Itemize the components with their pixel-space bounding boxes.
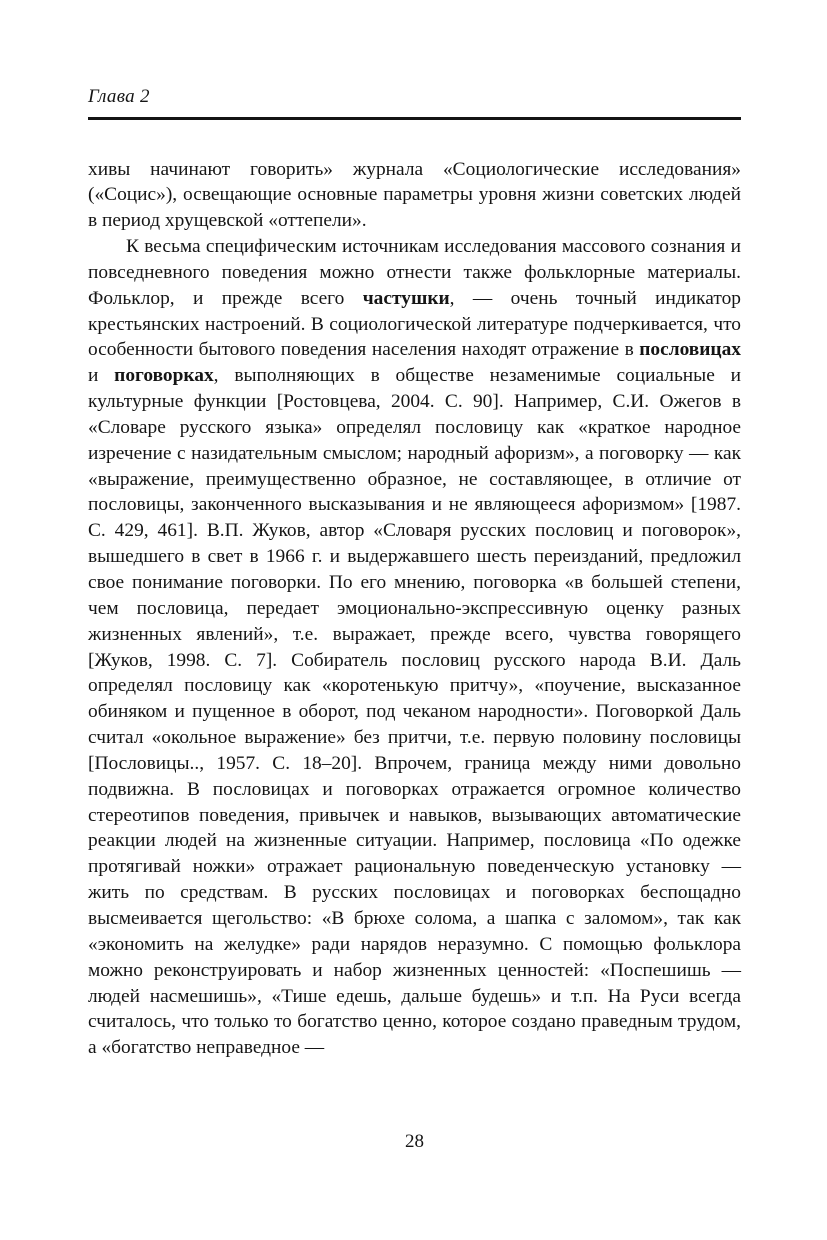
text-run: , выполняющих в обществе незаменимые социальные и культурные функции [Ростовцева, 2004. С. 90]. Например, С.И. Ожегов в «Словаре русского языка» определял пословицу как «краткое народное изречение с назидательным смыслом; народный афоризм», а поговорку — как «выражение, преимущественно образное, не составляющее, в отличие от пословицы, законченного высказывания и не являющееся афоризмом» [1987. С. 429, 461]. В.П. Жуков, автор «Словаря русских пословиц и поговорок», вышедшего в свет в 1966 г. и выдержавшего шесть переизданий, предложил свое понимание поговорки. По его мнению, поговорка «в большей степени, чем пословица, передает эмоционально-экспрессивную оценку разных жизненных явлений», т.е. выражает, прежде всего, чувства говорящего [Жуков, 1998. С. 7]. Собиратель пословиц русского народа В.И. Даль определял пословицу как «коротенькую притчу», «поучение, высказанное обиняком и пущенное в оборот, под чеканом народности». Поговоркой Даль считал «окольное выражение» без притчи, т.е. первую половину пословицы [Пословицы.., 1957. С. 18–20]. Впрочем, граница между ними довольно подвижна. В пословицах и поговорках отражается огромное количество стереотипов поведения, привычек и навыков, вызывающих автоматические реакции людей на жизненные ситуации. Например, пословица «По одежке протягивай ножки» отражает рациональную поведенческую установку — жить по средствам. В русских пословицах и поговорках беспощадно высмеивается щегольство: «В брюхе солома, а шапка с заломом», так как «экономить на желудке» ради нарядов неразумно. С помощью фольклора можно реконструировать и набор жизненных ценностей: «Поспешишь — людей насмешишь», «Тише едешь, дальше будешь» и т.п. На Руси всегда считалось, что только то богатство ценно, которое создано праведным трудом, а «богатство неправедное — bbox=[88, 365, 741, 1059]
text-run: хивы начинают говорить» журнала «Социологические исследования» («Социс»), освещающие основные параметры уровня жизни советских людей в период хрущевской «оттепели». bbox=[88, 158, 741, 232]
text-run: , — очень точный индикатор крестьянских настроений. В социологической литературе подчеркивается, что особенности бытового поведения населения находят отражение в bbox=[88, 287, 742, 361]
emphasized-term: поговорках bbox=[114, 365, 214, 387]
header-rule bbox=[88, 117, 741, 120]
text-run: К весьма специфическим источникам исследования массового сознания и повседневного поведения можно отнести также фольклорные материалы. Фольклор, и прежде всего bbox=[88, 236, 741, 309]
page-content bbox=[88, 86, 741, 1061]
page-number: 28 bbox=[405, 1131, 424, 1152]
text-run: и bbox=[88, 365, 115, 387]
body-text bbox=[88, 157, 741, 1062]
chapter-heading: Глава 2 bbox=[88, 86, 150, 107]
emphasized-term: пословицах bbox=[639, 339, 741, 361]
paragraph bbox=[88, 234, 741, 1061]
paragraph bbox=[88, 157, 741, 235]
emphasized-term: частушки bbox=[362, 287, 450, 309]
